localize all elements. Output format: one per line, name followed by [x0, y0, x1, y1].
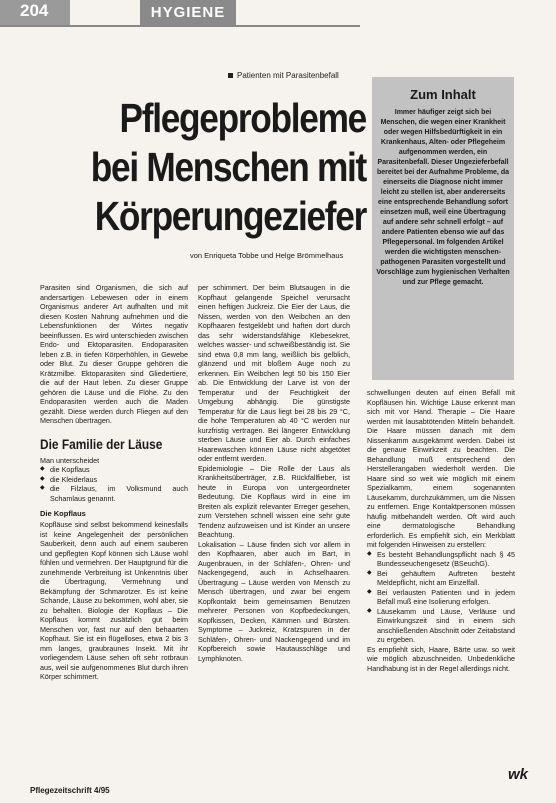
body-paragraph: Es empfiehlt sich, Haare, Bärte usw. so weit wie möglich abzuschneiden. Unbedenkliche Handhabung ist in der Regel allerdings nicht. [367, 644, 515, 673]
list-item: ◆ Läusekamm und Läuse, Verläuse und Einwirkungszeit sind in einem sich anschließenden Abschnitt oder Zeitabstand zu ergeben. [367, 607, 515, 645]
list-item: ◆ Bei verlausten Patienten und in jedem Befall muß eine Isolierung erfolgen. [367, 588, 515, 607]
subheading: Die Kopflaus [40, 509, 86, 518]
kicker [228, 71, 339, 80]
body-paragraph: Lokalisation – Läuse finden sich vor allem in den Kopfhaaren, aber auch im Bart, in Augenbrauen, in der Schläfen-, Ohren- und Nackengegend, auch in Achselhaaren. Übertragung – Läuse werden von Mensch zu Mensch übertragen, und zwar bei engem Kopfkontakt beim gemeinsamen Benutzen mehrerer Personen von Kopfbedeckungen, Kopfkissen, Decken, Kämmen und Bürsten. Symptome – Juckreiz, Kratzspuren in der Schläfen-, Ohren- und Nackengegend und im Kopfbereich sowie Hautausschläge und Lymphknoten. [198, 539, 350, 663]
section-label: HYGIENE [140, 0, 236, 26]
summary-heading: Zum Inhalt [410, 87, 476, 102]
lice-list [40, 465, 188, 503]
summary-box [372, 77, 514, 380]
list-item: ◆ die Kleiderlaus [40, 475, 188, 485]
summary-text: Immer häufiger zeigt sich bei Menschen, die wegen einer Krankheit oder wegen Hilfsbedürftigkeit in ein Krankenhaus, Alten- oder Pflegeheim aufgenommen werden, ein Parasitenbefall. Dieser Ungezieferbefall bereitet bei der Aufnahme Probleme, da einerseits die Diagnose nicht immer leicht zu stellen ist, aber andererseits eine entsprechende Behandlung sofort einsetzen muß, weil eine Übertragung auf andere sehr schnell erfolgt – auf andere Patienten ebenso wie auf das Pflegepersonal. Im folgenden Artikel werden die wichtigsten menschen-pathogenen Parasiten vorgestellt und Vorschläge zum hygienischen Verhalten und zur Pflege gemacht. [376, 109, 510, 286]
section-heading: Die Familie der Läuse [40, 435, 163, 452]
page-header [0, 0, 556, 26]
header-rule [0, 25, 360, 27]
body-paragraph: per schimmert. Der beim Blutsaugen in die Kopfhaut gelangende Speichel verursacht einen heftigen Juckreiz. Die Eier der Laus, die Nissen, werden von den Weibchen an den Kopfhaaren festgeklebt und haften dort durch das sehr widerstandsfähige Klebesekret, welches wasser- und schweißbeständig ist. Sie sind etwa 0,8 mm lang, weißlich bis gelblich, glänzend und mit bloßem Auge noch zu erkennen. Ein Weibchen legt 50 bis 150 Eier ab. Die Entwicklung der Larve ist von der Temperatur und der Feuchtigkeit der Umgebung abhängig. Die günstigste Temperatur für die Laus liegt bei 28 bis 29 °C, die hohe Temperaturen ab 40 °C werden nur kurzfristig vertragen. Bei längerer Entwicklung sterben Läuse und Eier ab. Durch einfaches Haarewaschen können Läuse nicht abgetötet oder entfernt werden. [198, 283, 350, 463]
column-3 [367, 388, 515, 773]
list-intro: Man unterscheidet [40, 455, 100, 465]
kicker-text: Patienten mit Parasitenbefall [237, 71, 339, 80]
column-1 [40, 283, 188, 773]
body-paragraph: schwellungen deuten auf einen Befall mit Kopfläusen hin. Wichtige Läuse erkennt man sich mit vor Hand. Therapie – Die Haare werden mit lausabtötenden Mitteln behandelt. Die Haare müssen danach mit dem Nissenkamm ausgekämmt werden. Dabei ist die genaue Einwirkzeit zu beachten. Die Behandlung muß entsprechend den Herstellerangaben wiederholt werden. Die Haare sind so weit wie möglich mit einem Spezialkamm, einem sogenannten Läusekamm, durchzukämmen, um die Nissen zu entfernen. Enge Kontaktpersonen müssen häufig mitbehandelt werden. Oft wird auch eine dermatologische Behandlung erforderlich. Es empfiehlt sich, ein Merkblatt mit folgenden Hinweisen zu erstellen: [367, 388, 515, 549]
column-2 [198, 283, 350, 773]
body-paragraph: Kopfläuse sind selbst bekommend keinesfalls ist keine Angelegenheit der persönlichen Sauberkeit, denn auch auf einem sauberen und gepflegten Kopf können sich Läuse wohl fühlen und vermehren. Der Hauptgrund für die zunehmende Verbreitung ist Unkenntnis über die Übertragung, Vermehrung und Bekämpfung der Schmarotzer. Es ist keine Schande, Läuse zu bekommen, wohl aber, sie zu behalten. Biologie der Kopflaus – Die Kopflaus kommt zusätzlich gut beim Menschen vor, fast nur auf den behaarten Kopfhaut. Sie ist ein flügelloses, etwa 2 bis 3 mm langes, graubraunes Insekt. Mit ihr vorliegendem Läuse sehen oft sehr rotbraun aus, weil sie aufgenommenes Blut durch ihren Körper schimmert. [40, 520, 188, 681]
author-line: von Enriqueta Tobbe und Helge Brömmelhaus [190, 251, 344, 260]
bullet-square-icon [228, 73, 233, 78]
list-item: ◆ Bei gehäuftem Auftreten besteht Meldepflicht, nicht am Einzelfall. [367, 569, 515, 588]
footer-source: Pflegezeitschrift 4/95 [30, 786, 110, 795]
list-item: ◆ Es besteht Behandlungspflicht nach § 45 Bundesseuchengesetz (BSeuchG). [367, 550, 515, 569]
list-item: ◆ die Filzlaus, im Volksmund auch Schamlaus genannt. [40, 484, 188, 503]
body-paragraph: Epidemiologie – Die Rolle der Laus als Krankheitsüberträger, z.B. Rückfallfieber, ist heute in Europa von untergeordneter Bedeutung. Die Kopflaus wird in eine im Breiten als explizit relevanter Erreger gesehen, zum Verstehen schnell wissen eine sehr gute Tendenz aufzuweisen und ist Kinder an unsere Beachtung. [198, 463, 350, 539]
intro-paragraph: Parasiten sind Organismen, die sich auf andersartigen Lebewesen oder in einem Organismus anderer Art aufhalten und mit diesen Kosten Nahrung aufnehmen und die Lebensfunktionen der Wirtes negativ beeinflussen. Es wird unterschieden zwischen Endo- und Ektoparasiten. Endoparasiten leben z.B. in tiefen Körperhöhlen, in Gewebe oder Blut. Zu dieser Gruppe gehören die Krätzmilbe. Ektoparasiten sind Gliedertiere, die auf der Haut leben. Zu dieser Gruppe gehören die Läuse und die Flöhe. Zu den Endoparasiten werden auch die Maden gezählt. Diese werden durch Fliegen auf den Menschen übertragen. [40, 283, 188, 425]
publisher-logo: wk [507, 766, 528, 783]
list-item: ◆ die Kopflaus [40, 465, 188, 475]
page-number: 204 [0, 0, 70, 26]
advice-list [367, 550, 515, 645]
article-title: Pflegeprobleme bei Menschen mit Körperungeziefer [90, 95, 366, 239]
